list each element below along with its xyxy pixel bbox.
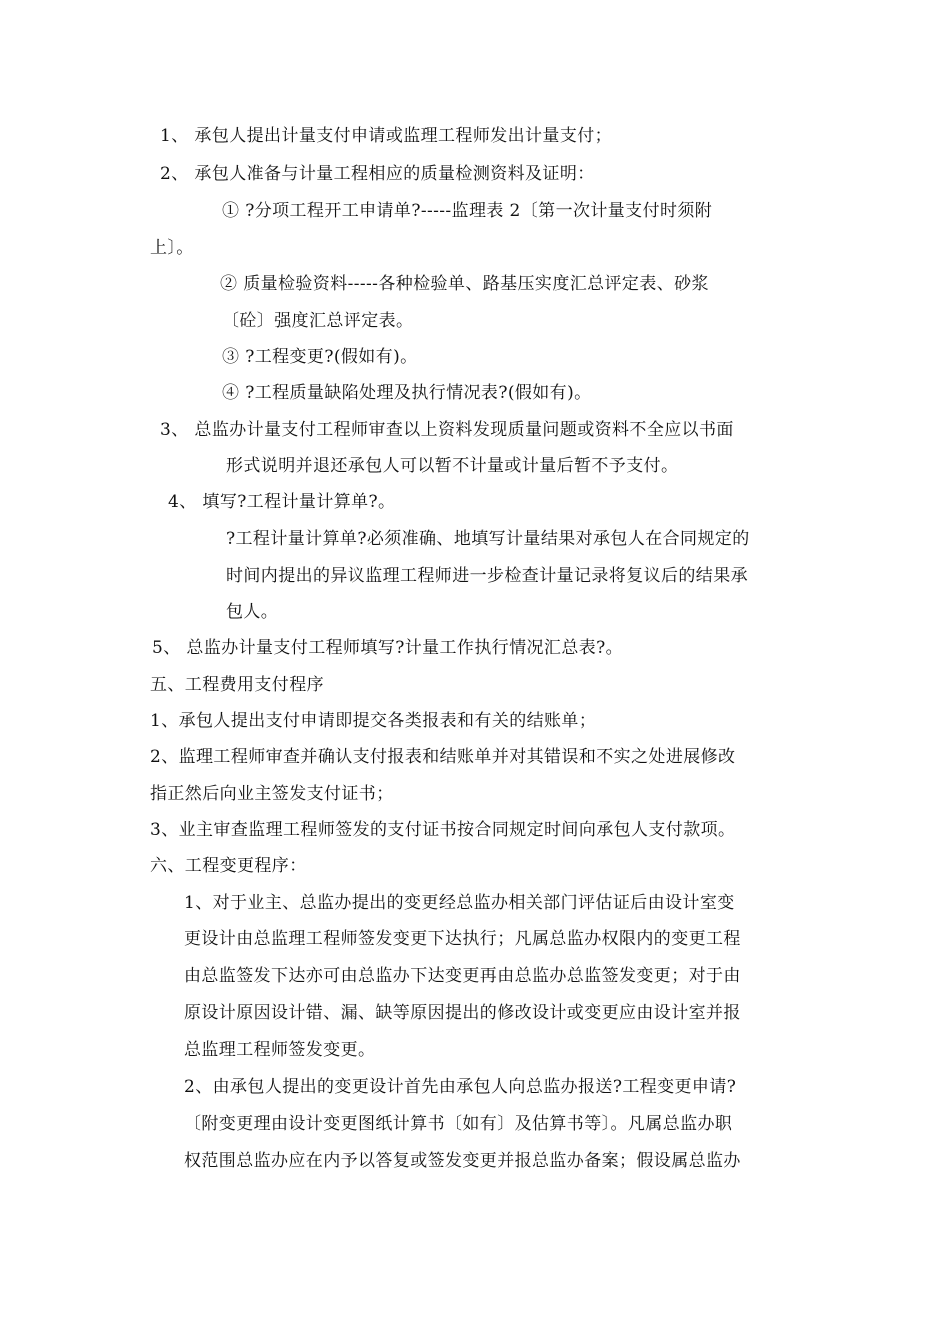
text-line: 1、 承包人提出计量支付申请或监理工程师发出计量支付； [160,126,613,146]
text-line: 时间内提出的异议监理工程师进一步检查计量记录将复议后的结果承 [226,566,748,586]
text-line: 原设计原因设计错、漏、缺等原因提出的修改设计或变更应由设计室并报 [184,1003,741,1023]
text-line: 指正然后向业主签发支付证书； [150,784,394,804]
text-line: 4、 填写?工程计量计算单?。 [168,492,396,512]
text-line: 2、由承包人提出的变更设计首先由承包人向总监办报送?工程变更申请? [184,1077,737,1097]
text-line: ③ ?工程变更?(假如有)。 [222,347,418,367]
section-heading: 五、工程费用支付程序 [150,675,324,695]
text-line: 由总监签发下达亦可由总监办下达变更再由总监办总监签发变更；对于由 [184,966,741,986]
text-line: 形式说明并退还承包人可以暂不计量或计量后暂不予支付。 [226,456,679,476]
text-line: 2、 承包人准备与计量工程相应的质量检测资料及证明： [160,164,595,184]
text-line: 2、监理工程师审查并确认支付报表和结账单并对其错误和不实之处进展修改 [150,747,736,767]
text-line: 1、对于业主、总监办提出的变更经总监办相关部门评估证后由设计室变 [184,893,735,913]
text-line: ② 质量检验资料-----各种检验单、路基压实度汇总评定表、砂浆 [220,274,709,294]
text-line: 1、承包人提出支付申请即提交各类报表和有关的结账单； [150,711,597,731]
text-line: 权范围总监办应在内予以答复或签发变更并报总监办备案；假设属总监办 [184,1151,741,1171]
text-line: 5、 总监办计量支付工程师填写?计量工作执行情况汇总表?。 [152,638,624,658]
text-line: ?工程计量计算单?必须准确、地填写计量结果对承包人在合同规定的 [226,529,750,549]
text-line: 3、业主审查监理工程师签发的支付证书按合同规定时间向承包人支付款项。 [150,820,736,840]
text-line: 总监理工程师签发变更。 [184,1040,376,1060]
text-line: 〔砼〕强度汇总评定表。 [222,311,414,331]
section-heading: 六、工程变更程序： [150,856,307,876]
text-line: 更设计由总监理工程师签发变更下达执行；凡属总监办权限内的变更工程 [184,929,741,949]
text-line: 上〕。 [150,238,194,258]
text-line: ① ?分项工程开工申请单?-----监理表 2〔第一次计量支付时须附 [222,201,713,221]
text-line: 3、 总监办计量支付工程师审查以上资料发现质量问题或资料不全应以书面 [160,420,734,440]
text-line: ④ ?工程质量缺陷处理及执行情况表?(假如有)。 [222,383,592,403]
text-line: 包人。 [226,602,279,622]
text-line: 〔附变更理由设计变更图纸计算书〔如有〕及估算书等〕。凡属总监办职 [184,1114,733,1134]
